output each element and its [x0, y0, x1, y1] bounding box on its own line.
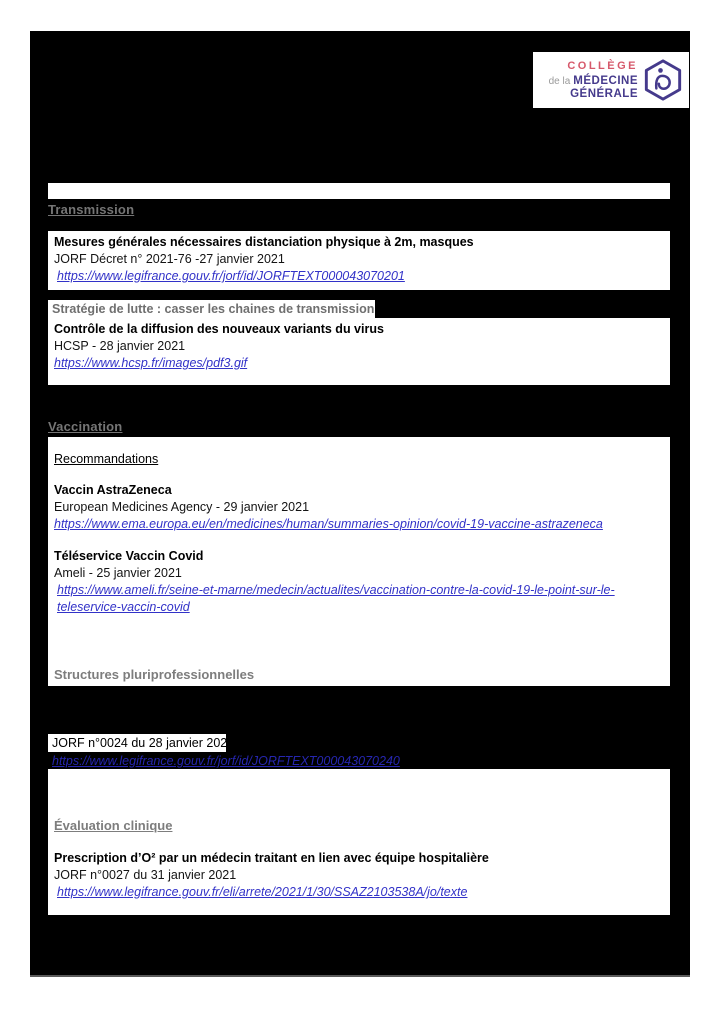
entry-source: JORF n°0027 du 31 janvier 2021 — [54, 868, 237, 882]
entry-prescription-o2 — [54, 850, 664, 901]
logo-line-medecine — [549, 73, 638, 88]
entry-controle-variants — [48, 318, 670, 385]
section-heading-vaccination: Vaccination — [48, 419, 123, 434]
logo-medecine: MÉDECINE — [573, 74, 638, 87]
entry-source: HCSP - 28 janvier 2021 — [54, 339, 186, 353]
jorf-0024-highlight: JORF n°0024 du 28 janvier 2021 — [48, 734, 226, 752]
legifrance-decret-link[interactable]: https://www.legifrance.gouv.fr/jorf/id/JORFTEXT000043070201 — [57, 269, 405, 283]
logo-dela: de la — [548, 75, 571, 87]
legifrance-jorf-0024-link[interactable]: https://www.legifrance.gouv.fr/jorf/id/JORFTEXT000043070240 — [52, 754, 400, 768]
entry-vaccin-astrazeneca — [54, 482, 664, 533]
entry-source: JORF Décret n° 2021-76 -27 janvier 2021 — [54, 252, 285, 266]
section-heading-evaluation: Évaluation clinique — [54, 818, 173, 833]
content-panel — [30, 31, 690, 977]
entry-teleservice-vaccin — [54, 548, 664, 616]
ema-astrazeneca-link[interactable]: https://www.ema.europa.eu/en/medicines/human/summaries-opinion/covid-19-vaccine-astrazeneca — [54, 517, 603, 531]
vaccination-block — [48, 437, 670, 686]
logo-line-generale: GÉNÉRALE — [570, 87, 638, 100]
cmg-logo-text — [549, 60, 638, 101]
entry-title: Contrôle de la diffusion des nouveaux variants du virus — [54, 322, 384, 336]
section-heading-transmission: Transmission — [48, 202, 135, 217]
entry-title: Mesures générales nécessaires distanciation physique à 2m, masques — [54, 235, 474, 249]
hcsp-link[interactable]: https://www.hcsp.fr/images/pdf3.gif — [54, 356, 248, 370]
entry-title: Prescription d’O² par un médecin traitant en lien avec équipe hospitalière — [54, 851, 489, 865]
entry-mesures-generales — [48, 231, 670, 290]
entry-title: Téléservice Vaccin Covid — [54, 549, 204, 563]
subheading-recommandations: Recommandations — [54, 452, 159, 466]
strategy-highlight-label: Stratégie de lutte : casser les chaines de transmission — [48, 300, 375, 318]
entry-title: Vaccin AstraZeneca — [54, 483, 172, 497]
legifrance-arrete-link[interactable]: https://www.legifrance.gouv.fr/eli/arrete/2021/1/30/SSAZ2103538A/jo/texte — [57, 885, 468, 899]
entry-source: European Medicines Agency - 29 janvier 2021 — [54, 500, 310, 514]
logo-line-college: COLLÈGE — [567, 59, 638, 72]
entry-source: Ameli - 25 janvier 2021 — [54, 566, 182, 580]
redacted-title-bar — [48, 183, 670, 199]
hexagon-person-icon — [643, 58, 683, 102]
cmg-logo — [533, 52, 689, 108]
section-heading-structures: Structures pluriprofessionnelles — [54, 667, 255, 682]
evaluation-block — [48, 769, 670, 915]
ameli-teleservice-link[interactable]: https://www.ameli.fr/seine-et-marne/medecin/actualites/vaccination-contre-la-covid-19-le-point-sur-le-teleservice-vaccin-covid — [57, 583, 615, 614]
